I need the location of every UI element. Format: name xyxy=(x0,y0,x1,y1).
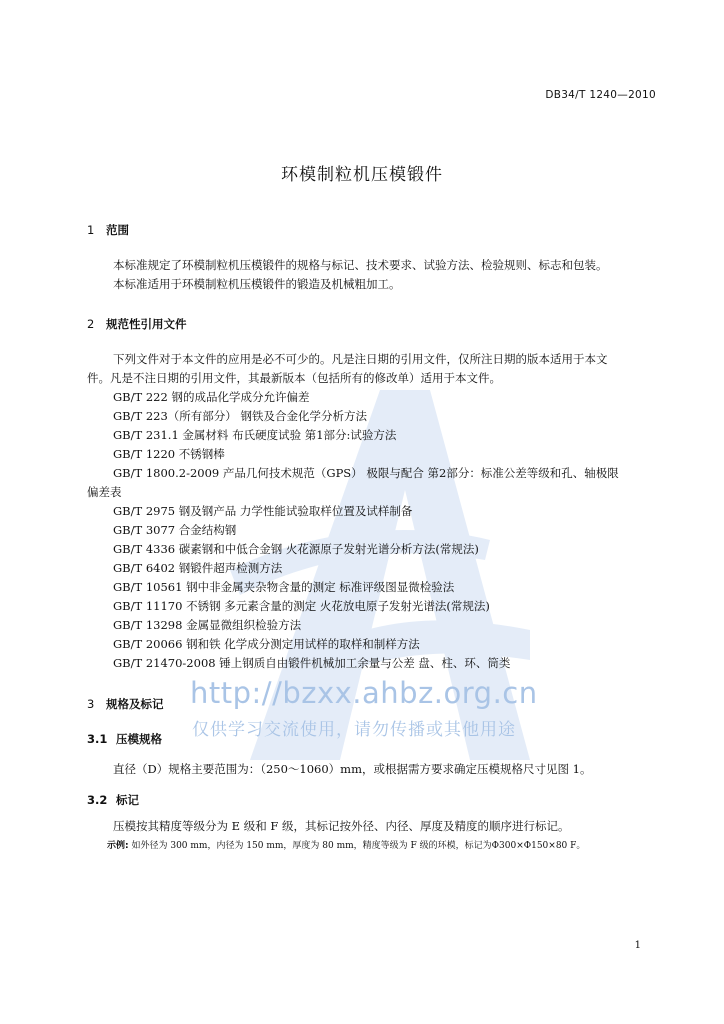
section-1-heading xyxy=(87,222,129,238)
paragraph: 件。凡是不注日期的引用文件，其最新版本（包括所有的修改单）适用于本文件。 xyxy=(87,371,501,385)
reference-item-continuation: 偏差表 xyxy=(87,485,122,499)
paragraph: 本标准适用于环模制粒机压模锻件的锻造及机械粗加工。 xyxy=(113,277,401,291)
section-number: 1 xyxy=(87,223,95,237)
section-title: 范围 xyxy=(106,223,129,237)
reference-item: GB/T 21470-2008 锤上钢质自由锻件机械加工余量与公差 盘、柱、环、筒类 xyxy=(113,656,511,670)
subsection-3-1-heading xyxy=(87,731,162,747)
watermark-note: 仅供学习交流使用，请勿传播或其他用途 xyxy=(192,720,516,740)
paragraph: 压模按其精度等级分为 E 级和 F 级，其标记按外径、内径、厚度及精度的顺序进行标记。 xyxy=(113,819,570,833)
example-label: 示例: xyxy=(107,841,129,851)
section-3-heading xyxy=(87,696,164,712)
reference-item: GB/T 6402 钢锻件超声检测方法 xyxy=(113,561,283,575)
reference-item: GB/T 222 钢的成品化学成分允许偏差 xyxy=(113,390,310,404)
page-number: 1 xyxy=(634,940,641,951)
example-note xyxy=(107,838,585,851)
reference-item: GB/T 13298 金属显微组织检验方法 xyxy=(113,618,302,632)
section-number: 2 xyxy=(87,317,95,331)
document-title: 环模制粒机压模锻件 xyxy=(281,165,443,185)
reference-item: GB/T 4336 碳素钢和中低合金钢 火花源原子发射光谱分析方法(常规法) xyxy=(113,542,479,556)
watermark-url: http://bzxx.ahbz.org.cn xyxy=(190,676,538,710)
subsection-title: 压模规格 xyxy=(116,732,162,746)
reference-item: GB/T 2975 钢及钢产品 力学性能试验取样位置及试样制备 xyxy=(113,504,413,518)
standard-code: DB34/T 1240—2010 xyxy=(545,89,656,101)
paragraph: 直径（D）规格主要范围为：（250～1060）mm，或根据需方要求确定压模规格尺寸见图 1。 xyxy=(113,762,592,776)
reference-item: GB/T 20066 钢和铁 化学成分测定用试样的取样和制样方法 xyxy=(113,637,420,651)
subsection-3-2-heading xyxy=(87,792,139,808)
reference-item: GB/T 1220 不锈钢棒 xyxy=(113,447,225,461)
section-title: 规格及标记 xyxy=(106,697,164,711)
section-number: 3 xyxy=(87,697,95,711)
example-text: 如外径为 300 mm，内径为 150 mm，厚度为 80 mm，精度等级为 F 级的环模，标记为Φ300×Φ150×80 F。 xyxy=(131,841,586,851)
paragraph: 下列文件对于本文件的应用是必不可少的。凡是注日期的引用文件，仅所注日期的版本适用于本文 xyxy=(113,352,608,366)
reference-item: GB/T 1800.2-2009 产品几何技术规范（GPS） 极限与配合 第2部分：标准公差等级和孔、轴极限 xyxy=(113,466,619,480)
subsection-number: 3.1 xyxy=(87,732,108,746)
reference-item: GB/T 231.1 金属材料 布氏硬度试验 第1部分:试验方法 xyxy=(113,428,397,442)
reference-item: GB/T 223（所有部分） 钢铁及合金化学分析方法 xyxy=(113,409,367,423)
section-title: 规范性引用文件 xyxy=(106,317,187,331)
reference-item: GB/T 11170 不锈钢 多元素含量的测定 火花放电原子发射光谱法(常规法) xyxy=(113,599,490,613)
subsection-title: 标记 xyxy=(116,793,139,807)
paragraph: 本标准规定了环模制粒机压模锻件的规格与标记、技术要求、试验方法、检验规则、标志和包装。 xyxy=(113,258,608,272)
reference-item: GB/T 10561 钢中非金属夹杂物含量的测定 标准评级图显微检验法 xyxy=(113,580,455,594)
reference-item: GB/T 3077 合金结构钢 xyxy=(113,523,237,537)
section-2-heading xyxy=(87,316,187,332)
subsection-number: 3.2 xyxy=(87,793,108,807)
